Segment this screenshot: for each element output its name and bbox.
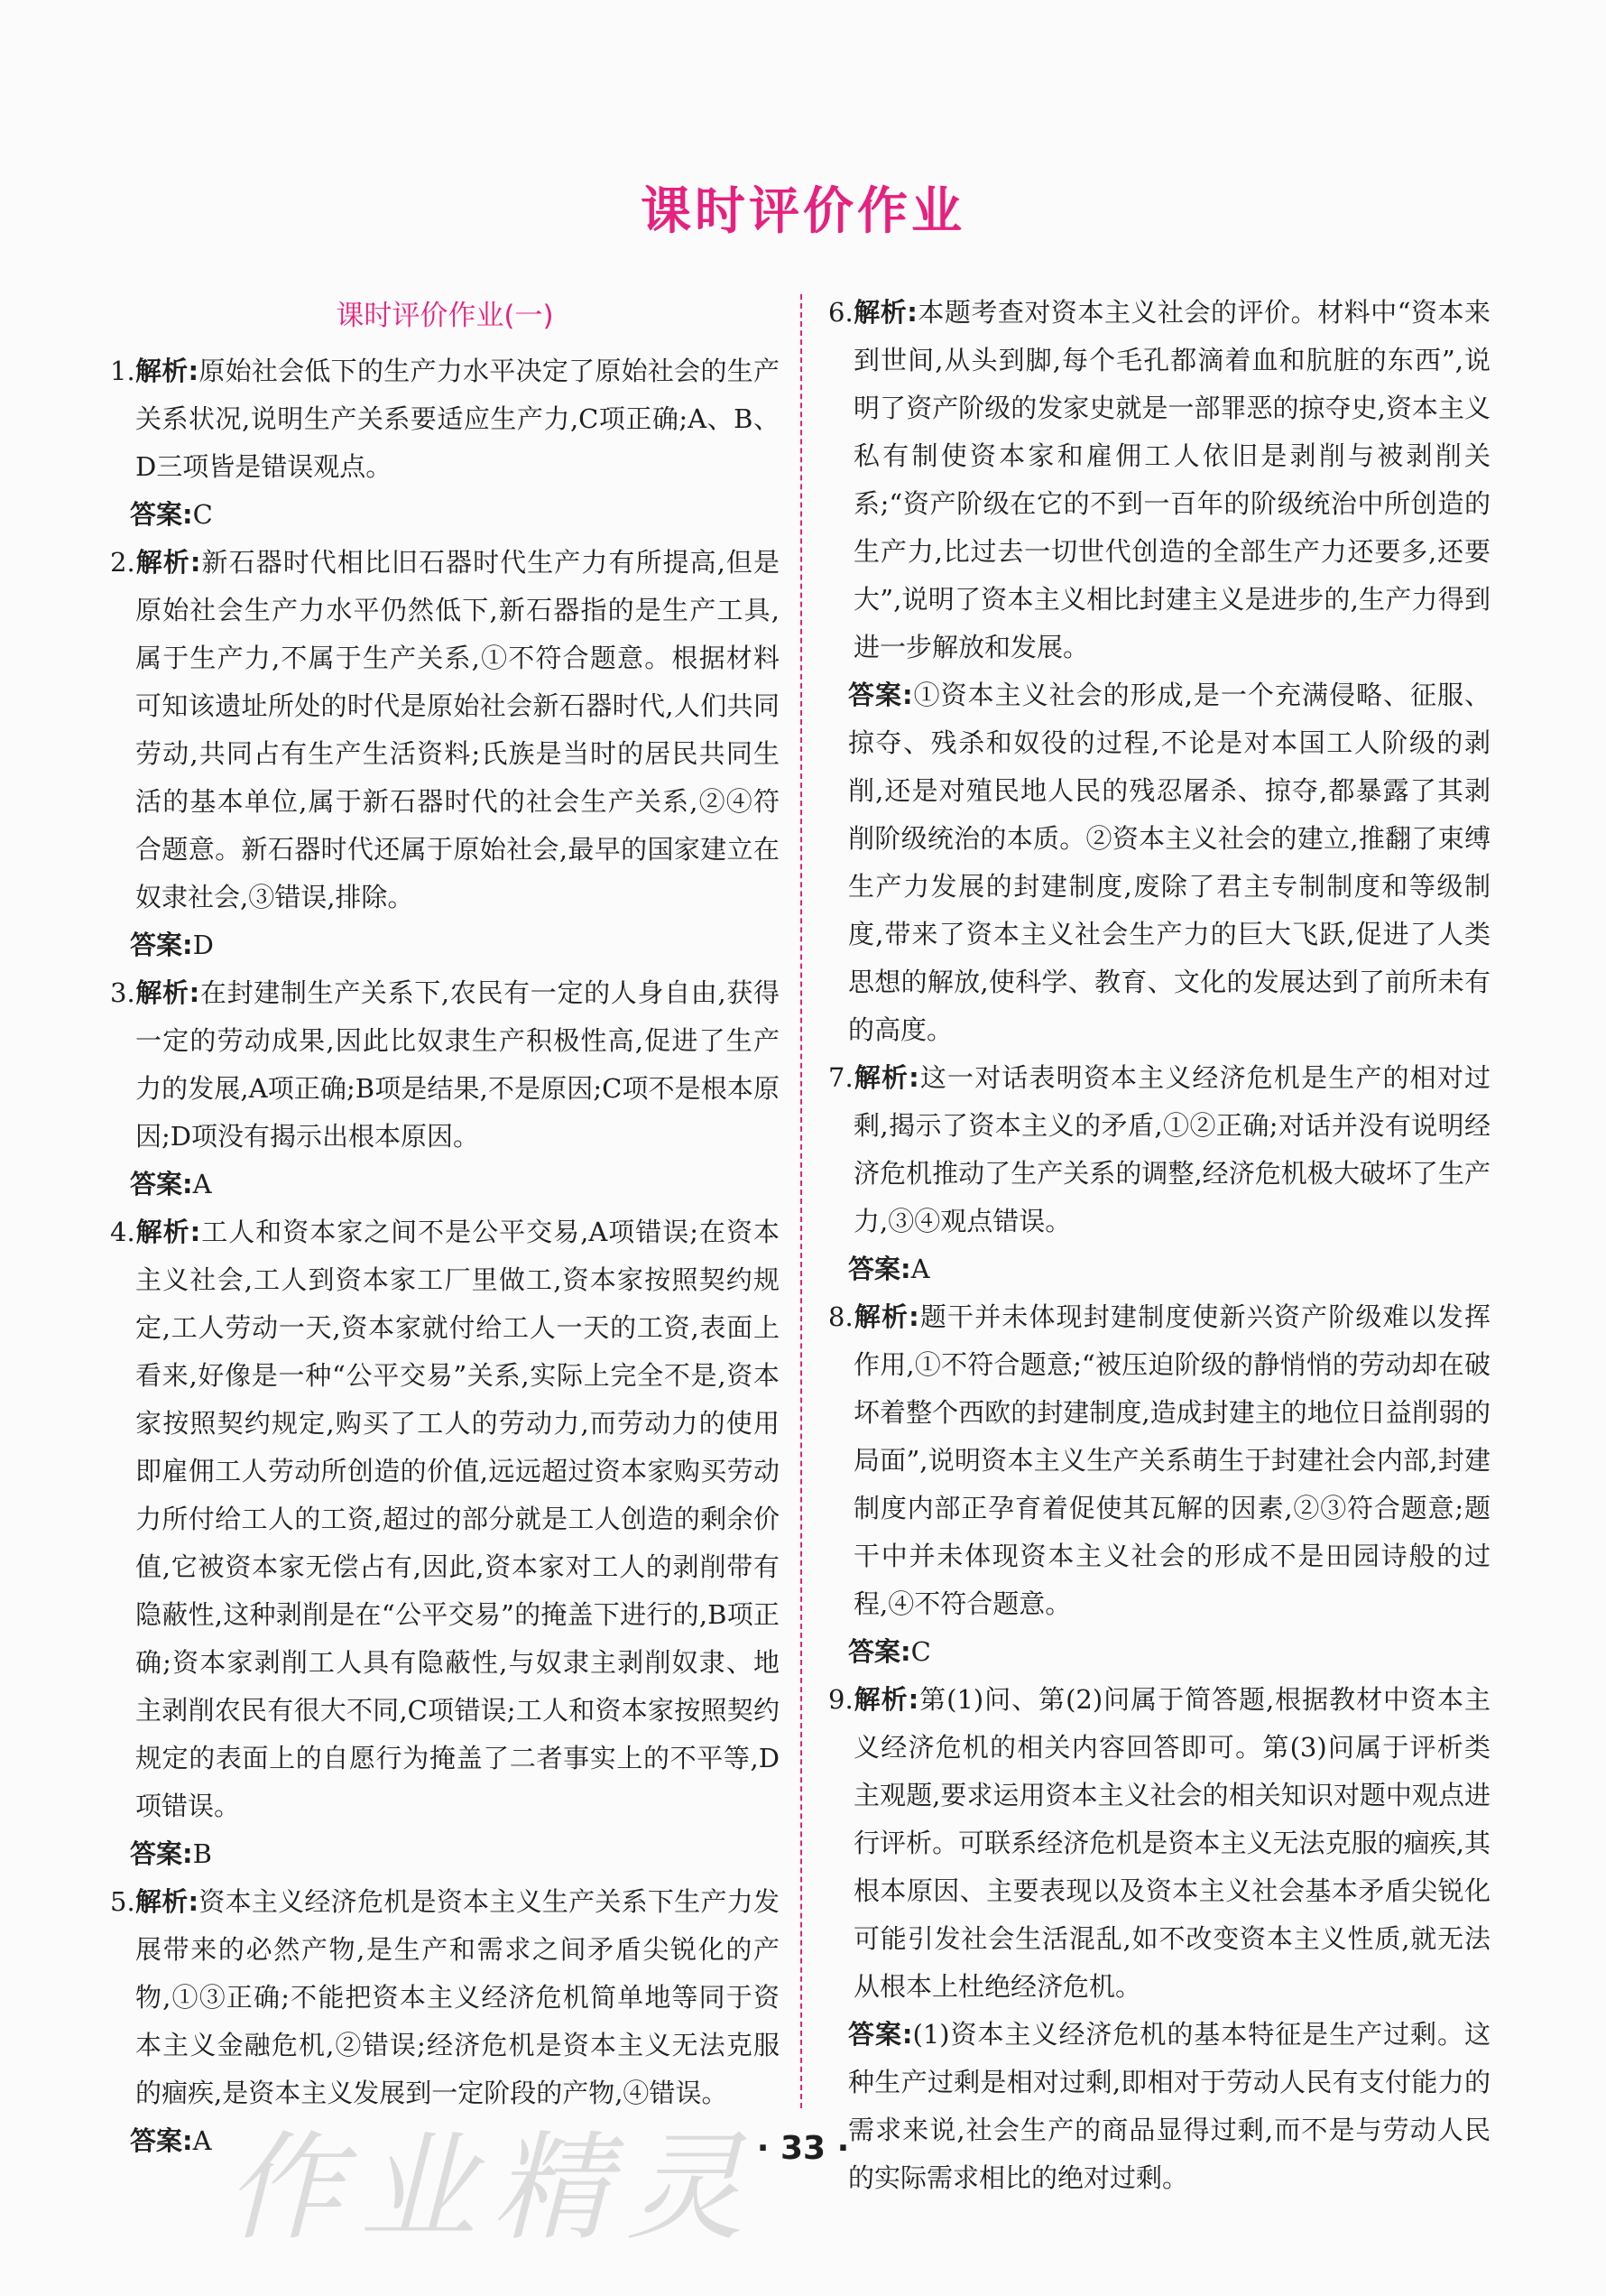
question-5-analysis: 5.解析:资本主义经济危机是资本主义生产关系下生产力发展带来的必然产物,是生产和需求之间矛盾尖锐化的产物,①③正确;不能把资本主义经济危机简单地等同于资本主义金融危机,②错误;经济危机是资本主义无法克服的痼疾,是资本主义发展到一定阶段的产物,④错误。 [110, 1886, 780, 2108]
question-4-answer: 答案:B [130, 1838, 212, 1869]
question-8-answer: 答案:C [848, 1636, 931, 1667]
question-2-analysis: 2.解析:新石器时代相比旧石器时代生产力有所提高,但是原始社会生产力水平仍然低下,新石器指的是生产工具,属于生产力,不属于生产关系,①不符合题意。根据材料可知该遗址所处的时代是原始社会新石器时代,人们共同劳动,共同占有生产生活资料;氏族是当时的居民共同生活的基本单位,属于新石器时代的社会生产关系,②④符合题意。新石器时代还属于原始社会,最早的国家建立在奴隶社会,③错误,排除。 [110, 547, 780, 912]
left-column [110, 289, 780, 2165]
question-1-answer: 答案:C [130, 499, 213, 530]
question-4-analysis: 4.解析:工人和资本家之间不是公平交易,A项错误;在资本主义社会,工人到资本家工厂里做工,资本家按照契约规定,工人劳动一天,资本家就付给工人一天的工资,表面上看来,好像是一种“公平交易”关系,实际上完全不是,资本家按照契约规定,购买了工人的劳动力,而劳动力的使用即雇佣工人劳动所创造的价值,远远超过资本家购买劳动力所付给工人的工资,超过的部分就是工人创造的剩余价值,它被资本家无偿占有,因此,资本家对工人的剥削带有隐蔽性,这种剥削是在“公平交易”的掩盖下进行的,B项正确;资本家剥削工人具有隐蔽性,与奴隶主剥削奴隶、地主剥削农民有很大不同,C项错误;工人和资本家按照契约规定的表面上的自愿行为掩盖了二者事实上的不平等,D项错误。 [110, 1217, 780, 1821]
question-7-answer: 答案:A [848, 1254, 930, 1284]
question-3-analysis: 3.解析:在封建制生产关系下,农民有一定的人身自由,获得一定的劳动成果,因此比奴隶生产积极性高,促进了生产力的发展,A项正确;B项是结果,不是原因;C项不是根本原因;D项没有揭示出根本原因。 [110, 977, 780, 1152]
question-3-answer: 答案:A [130, 1169, 212, 1199]
page-title: 课时评价作业 [641, 182, 965, 241]
page-number: · 33 · [756, 2130, 850, 2167]
question-7-analysis: 7.解析:这一对话表明资本主义经济危机是生产的相对过剩,揭示了资本主义的矛盾,①②正确;对话并没有说明经济危机推动了生产关系的调整,经济危机极大破坏了生产力,③④观点错误。 [828, 1062, 1491, 1236]
question-9-analysis: 9.解析:第(1)问、第(2)问属于简答题,根据教材中资本主义经济危机的相关内容回答即可。第(3)问属于评析类主观题,要求运用资本主义社会的相关知识对题中观点进行评析。可联系经济危机是资本主义无法克服的痼疾,其根本原因、主要表现以及资本主义社会基本矛盾尖锐化可能引发社会生活混乱,如不改变资本主义性质,就无法从根本上杜绝经济危机。 [828, 1684, 1491, 2002]
question-9-answer: 答案:(1)资本主义经济危机的基本特征是生产过剩。这种生产过剩是相对过剩,即相对于劳动人民有支付能力的需求来说,社会生产的商品显得过剩,而不是与劳动人民的实际需求相比的绝对过剩。 [848, 2019, 1491, 2193]
column-divider [800, 294, 802, 2108]
question-5-answer: 答案:A [130, 2125, 212, 2156]
question-6-analysis: 6.解析:本题考查对资本主义社会的评价。材料中“资本来到世间,从头到脚,每个毛孔都滴着血和肮脏的东西”,说明了资产阶级的发家史就是一部罪恶的掠夺史,资本主义私有制使资本家和雇佣工人依旧是剥削与被剥削关系;“资产阶级在它的不到一百年的阶级统治中所创造的生产力,比过去一切世代创造的全部生产力还要多,还要大”,说明了资本主义相比封建主义是进步的,生产力得到进一步解放和发展。 [828, 297, 1491, 662]
right-column [828, 289, 1491, 2202]
question-2-answer: 答案:D [130, 930, 214, 960]
section-title: 课时评价作业(一) [336, 300, 554, 332]
watermark-logo: 作业精灵 [226, 2119, 761, 2256]
question-8-analysis: 8.解析:题干并未体现封建制度使新兴资产阶级难以发挥作用,①不符合题意;“被压迫阶级的静悄悄的劳动却在破坏着整个西欧的封建制度,造成封建主的地位日益削弱的局面”,说明资本主义生产关系萌生于封建社会内部,封建制度内部正孕育着促使其瓦解的因素,②③符合题意;题干中并未体现资本主义社会的形成不是田园诗般的过程,④不符合题意。 [828, 1301, 1491, 1619]
question-1-analysis: 1.解析:原始社会低下的生产力水平决定了原始社会的生产关系状况,说明生产关系要适应生产力,C项正确;A、B、D三项皆是错误观点。 [110, 356, 780, 482]
question-6-answer: 答案:①资本主义社会的形成,是一个充满侵略、征服、掠夺、残杀和奴役的过程,不论是对本国工人阶级的剥削,还是对殖民地人民的残忍屠杀、掠夺,都暴露了其剥削阶级统治的本质。②资本主义社会的建立,推翻了束缚生产力发展的封建制度,废除了君主专制制度和等级制度,带来了资本主义社会生产力的巨大飞跃,促进了人类思想的解放,使科学、教育、文化的发展达到了前所未有的高度。 [848, 680, 1491, 1045]
